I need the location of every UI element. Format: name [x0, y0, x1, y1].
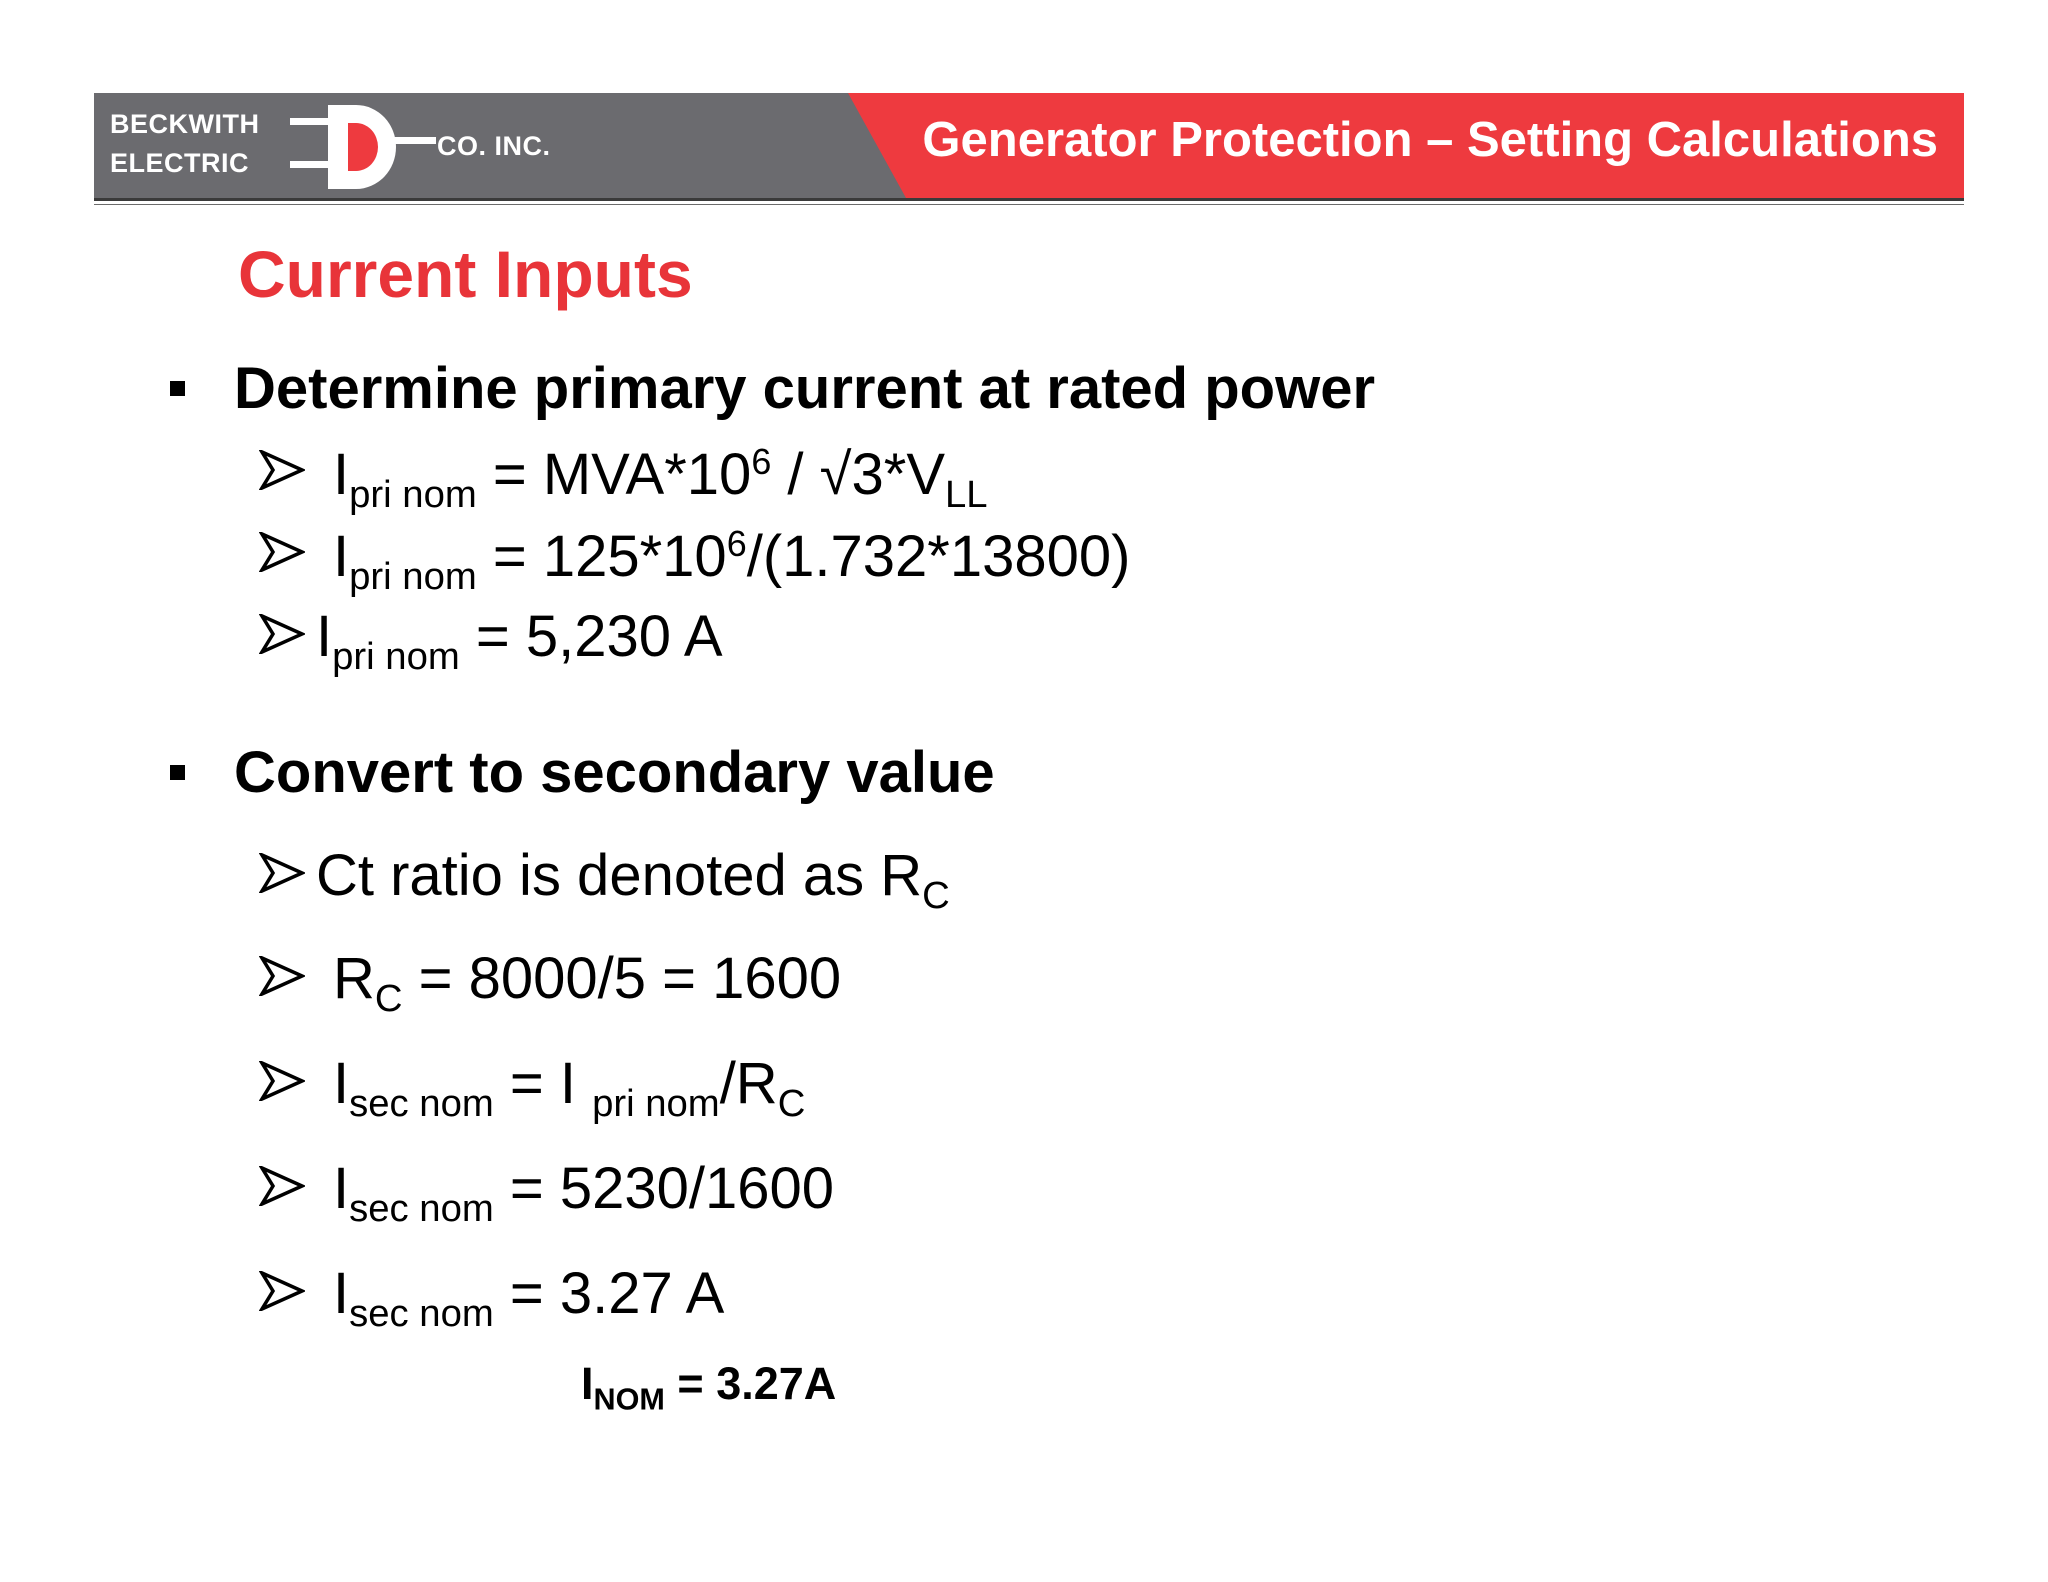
formula-subscript: pri nom: [349, 472, 477, 516]
formula-line: [333, 946, 842, 1020]
formula-text: = I: [493, 1051, 593, 1116]
arrow-bullet-icon: [259, 956, 305, 996]
result-nominal-current: [581, 1358, 837, 1417]
arrow-bullet-icon: [259, 532, 305, 572]
formula-subscript: pri nom: [332, 635, 460, 678]
formula-superscript: 6: [751, 441, 772, 482]
formula-line: [333, 1156, 835, 1230]
header-title: Generator Protection – Setting Calculations: [922, 113, 1938, 167]
formula-text: /R: [719, 1051, 778, 1116]
logo-suffix: CO. INC.: [437, 131, 551, 161]
formula-text: = 5230/1600: [493, 1156, 835, 1221]
header-rule-thin: [94, 204, 1964, 205]
formula-text: = 8000/5 = 1600: [402, 946, 842, 1011]
formula-text: = 3.27 A: [493, 1261, 725, 1326]
formula-subscript: C: [922, 874, 950, 917]
formula-text: = 125*10: [476, 523, 727, 589]
formula-symbol: I: [333, 1051, 350, 1116]
section-heading: Determine primary current at rated power: [234, 356, 1376, 421]
logo-bar: [394, 137, 436, 144]
formula-line: [333, 523, 1131, 598]
arrow-bullet-icon: [259, 1061, 305, 1101]
formula-subscript: pri nom: [592, 1082, 720, 1125]
formula-subscript: sec nom: [349, 1082, 494, 1125]
formula-subscript: LL: [945, 472, 988, 516]
square-bullet-icon: [170, 381, 185, 396]
logo-d-icon: [324, 101, 400, 193]
arrow-bullet-icon: [259, 853, 305, 893]
formula-text: /(1.732*13800): [746, 523, 1131, 589]
formula-symbol: R: [333, 946, 375, 1011]
header-rule: [94, 198, 1964, 201]
formula-text: Ct ratio is denoted as R: [316, 843, 923, 908]
result-symbol: I: [581, 1358, 594, 1409]
formula-subscript: sec nom: [349, 1187, 494, 1230]
formula-symbol: I: [333, 523, 350, 589]
logo-line-1: BECKWITH: [110, 109, 260, 139]
arrow-bullet-icon: [259, 614, 305, 654]
square-bullet-icon: [170, 765, 185, 780]
formula-line: [316, 604, 723, 678]
result-subscript: NOM: [593, 1382, 665, 1417]
formula-symbol: I: [316, 604, 333, 669]
formula-symbol: I: [333, 441, 350, 507]
formula-superscript: 6: [726, 523, 747, 564]
formula-subscript: sec nom: [349, 1292, 494, 1335]
formula-line: [333, 1051, 806, 1125]
formula-text: = MVA*10: [476, 441, 752, 507]
formula-line: [333, 441, 988, 516]
formula-line: [316, 843, 950, 917]
formula-subscript: pri nom: [349, 554, 477, 598]
formula-text: / √3*V: [771, 441, 946, 507]
result-value: = 3.27A: [664, 1358, 837, 1409]
formula-symbol: I: [333, 1156, 350, 1221]
logo-line-2: ELECTRIC: [110, 148, 249, 178]
arrow-bullet-icon: [259, 1271, 305, 1311]
formula-subscript: C: [374, 977, 403, 1020]
arrow-bullet-icon: [259, 1166, 305, 1206]
formula-subscript: C: [777, 1082, 806, 1125]
company-logo: [94, 93, 594, 198]
section-heading: Convert to secondary value: [234, 740, 995, 805]
formula-text: = 5,230 A: [459, 604, 723, 669]
arrow-bullet-icon: [259, 450, 305, 490]
formula-line: [333, 1261, 725, 1335]
formula-symbol: I: [333, 1261, 350, 1326]
slide-title: Current Inputs: [238, 237, 693, 311]
